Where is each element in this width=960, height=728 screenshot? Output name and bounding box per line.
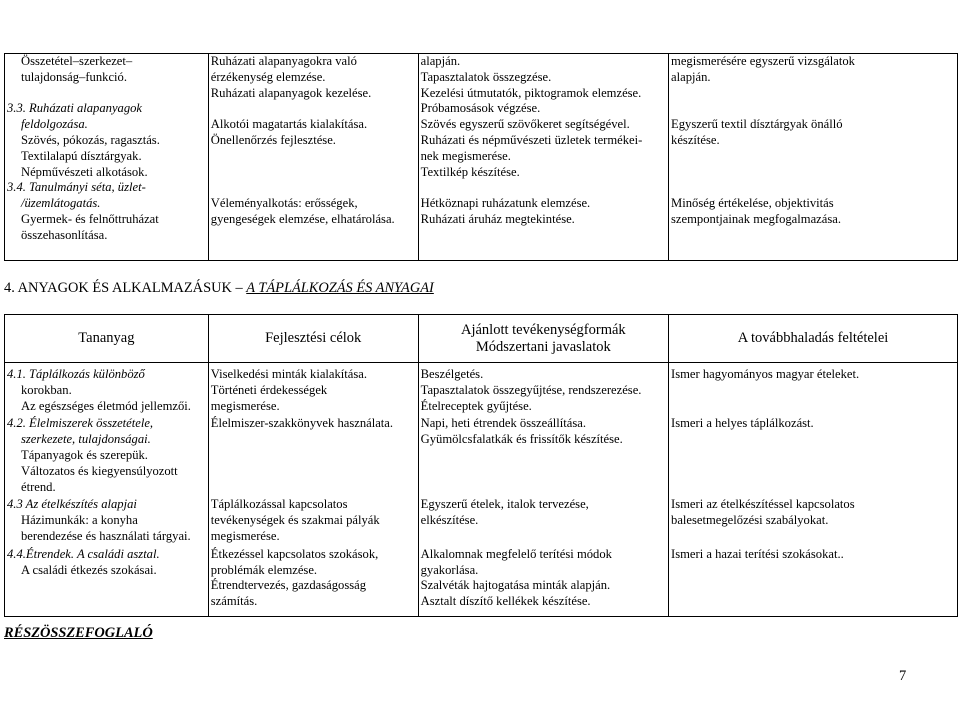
top-tananyag-line: 3.3. Ruházati alapanyagok: [7, 101, 143, 116]
top-tananyag-line: tulajdonság–funkció.: [21, 69, 127, 84]
line: Ismeri a hazai terítési szokásokat..: [671, 546, 844, 561]
line: A családi étkezés szokásai.: [21, 562, 157, 577]
cell-tananyag: [5, 414, 209, 495]
top-tananyag-line: Textilalapú dísztárgyak.: [21, 148, 142, 163]
header-fejlesztesi-celok: Fejlesztési célok: [208, 315, 418, 363]
top-col2-line: [211, 165, 416, 181]
line: Élelmiszer-szakkönyvek használata.: [210, 416, 394, 431]
line: Ismeri a helyes táplálkozást.: [671, 416, 814, 431]
header-tevekenysegformak-line2: Módszertani javaslatok: [475, 338, 611, 355]
top-col3-line: alapján.: [420, 54, 461, 68]
table-row: [5, 495, 958, 544]
top-col-feltetelek: [669, 54, 958, 261]
line: Az egészséges életmód jellemzői.: [21, 398, 191, 413]
line: gyakorlása.: [420, 562, 479, 577]
top-col3-line: Szövés egyszerű szövőkeret segítségével.: [420, 117, 630, 132]
top-col4-line: megismerésére egyszerű vizsgálatok: [671, 54, 855, 68]
line: számítás.: [210, 594, 258, 609]
cell-tananyag: [5, 495, 209, 544]
line: Viselkedési minták kialakítása.: [210, 367, 368, 381]
top-col4-line: [671, 180, 955, 196]
top-col3-line: Textilkép készítése.: [420, 164, 520, 179]
cell-tovabbhaladas: [669, 363, 958, 415]
top-tananyag-line: Összetétel–szerkezet–: [21, 54, 133, 68]
top-col4-line: [671, 86, 955, 102]
line: Házimunkák: a konyha: [21, 513, 138, 528]
top-col4-line: [671, 149, 955, 165]
top-col4-line: készítése.: [671, 132, 720, 147]
top-col3-line: [421, 180, 666, 196]
header-tevekenysegformak-line1: Ajánlott tevékenységformák: [460, 321, 626, 338]
line: Szalvéták hajtogatása minták alapján.: [420, 578, 611, 593]
top-col4-line: alapján.: [671, 69, 711, 84]
line: Tapasztalatok összegyűjtése, rendszerezése.: [420, 382, 642, 397]
top-col4-line: szempontjainak megfogalmazása.: [671, 211, 841, 226]
line: Tápanyagok és szerepük.: [21, 447, 148, 462]
section-title-topic: A TÁPLÁLKOZÁS ÉS ANYAGAI: [246, 280, 434, 296]
top-col2-line: [211, 101, 416, 117]
cell-fejlesztesi-celok: [208, 495, 418, 544]
line: megismerése.: [210, 528, 280, 543]
top-col2-line: [211, 149, 416, 165]
top-col2-line: [211, 180, 416, 196]
line: 4.4.Étrendek. A családi asztal.: [7, 546, 160, 561]
top-col4-line: [671, 165, 955, 181]
line: Történeti érdekességek: [210, 382, 328, 397]
top-tananyag-line: /üzemlátogatás.: [21, 196, 101, 211]
top-tananyag-line: 3.4. Tanulmányi séta, üzlet-: [7, 180, 146, 195]
top-col3-line: Tapasztalatok összegzése.: [420, 69, 552, 84]
section-title: [4, 280, 434, 297]
table-row: [5, 363, 958, 415]
top-tananyag-line: [7, 86, 206, 102]
line: balesetmegelőzési szabályokat.: [671, 513, 829, 528]
top-tananyag-line: összehasonlítása.: [21, 227, 108, 242]
line: problémák elemzése.: [210, 562, 318, 577]
line: Táplálkozással kapcsolatos: [210, 497, 348, 512]
top-col-fejlesztes: [208, 54, 418, 261]
top-col-tevekenyseg: [418, 54, 668, 261]
top-col3-line: Ruházati áruház megtekintése.: [420, 211, 575, 226]
line: elkészítése.: [420, 513, 479, 528]
line: Étrendtervezés, gazdaságosság: [210, 578, 367, 593]
cell-fejlesztesi-celok: [208, 414, 418, 495]
header-tevekenysegformak: [418, 315, 668, 363]
top-col2-line: Ruházati alapanyagokra való: [210, 54, 357, 68]
line: berendezése és használati tárgyai.: [21, 528, 191, 543]
table-row: [5, 414, 958, 495]
line: Ételreceptek gyűjtése.: [420, 398, 532, 413]
section-title-prefix: 4. ANYAGOK ÉS ALKALMAZÁSUK –: [4, 280, 247, 296]
header-tovabbhaladas: A továbbhaladás feltételei: [669, 315, 958, 363]
top-tananyag-line: feldolgozása.: [21, 117, 88, 132]
top-tananyag-line: Gyermek- és felnőttruházat: [21, 211, 159, 226]
line: Beszélgetés.: [420, 367, 484, 381]
line: 4.1. Táplálkozás különböző: [7, 367, 145, 381]
top-col3-line: nek megismerése.: [420, 148, 511, 163]
line: 4.2. Élelmiszerek összetétele,: [7, 416, 154, 431]
line: Étkezéssel kapcsolatos szokások,: [210, 546, 379, 561]
top-col-tananyag: [5, 54, 209, 261]
table-row: [5, 545, 958, 617]
top-col2-line: Véleményalkotás: erősségek,: [210, 196, 358, 211]
top-col2-line: Alkotói magatartás kialakítása.: [210, 117, 368, 132]
cell-fejlesztesi-celok: [208, 545, 418, 617]
cell-tevekenysegformak: [418, 363, 668, 415]
line: Ismer hagyományos magyar ételeket.: [671, 367, 860, 381]
cell-tovabbhaladas: [669, 414, 958, 495]
line: korokban.: [21, 382, 72, 397]
page-number: 7: [899, 668, 907, 684]
line: Ismeri az ételkészítéssel kapcsolatos: [671, 497, 855, 512]
top-table: [4, 53, 958, 261]
summary-heading: RÉSZÖSSZEFOGLALÓ: [4, 625, 153, 641]
line: Asztalt díszítő kellékek készítése.: [420, 594, 591, 609]
cell-tovabbhaladas: [669, 545, 958, 617]
cell-tevekenysegformak: [418, 495, 668, 544]
header-tananyag: Tananyag: [5, 315, 209, 363]
line: Gyümölcsfalatkák és frissítők készítése.: [420, 432, 623, 447]
line: megismerése.: [210, 398, 280, 413]
cell-tevekenysegformak: [418, 414, 668, 495]
cell-tevekenysegformak: [418, 545, 668, 617]
top-col2-line: Önellenőrzés fejlesztése.: [210, 132, 336, 147]
top-col3-line: Kezelési útmutatók, piktogramok elemzése.: [420, 85, 642, 100]
top-tananyag-line: Szövés, pókozás, ragasztás.: [21, 132, 160, 147]
cell-fejlesztesi-celok: [208, 363, 418, 415]
line: szerkezete, tulajdonságai.: [21, 432, 151, 447]
line: étrend.: [21, 479, 56, 494]
top-col4-line: Egyszerű textil dísztárgyak önálló: [671, 117, 843, 132]
line: Napi, heti étrendek összeállítása.: [420, 416, 587, 431]
cell-tovabbhaladas: [669, 495, 958, 544]
line: Alkalomnak megfelelő terítési módok: [420, 546, 612, 561]
top-col4-line: Minőség értékelése, objektivitás: [671, 196, 834, 211]
main-table: [4, 314, 958, 617]
top-col2-line: gyengeségek elemzése, elhatárolása.: [210, 211, 395, 226]
line: 4.3 Az ételkészítés alapjai: [7, 497, 137, 512]
line: Változatos és kiegyensúlyozott: [21, 463, 178, 478]
top-col4-line: [671, 101, 955, 117]
cell-tananyag: [5, 363, 209, 415]
top-col3-line: Próbamosások végzése.: [420, 101, 541, 116]
top-col3-line: Ruházati és népművészeti üzletek termékei-: [420, 132, 643, 147]
top-col2-line: érzékenység elemzése.: [210, 69, 326, 84]
cell-tananyag: [5, 545, 209, 617]
line: tevékenységek és szakmai pályák: [210, 513, 380, 528]
top-tananyag-line: Népművészeti alkotások.: [21, 164, 148, 179]
top-col3-line: Hétköznapi ruházatunk elemzése.: [420, 196, 591, 211]
line: Egyszerű ételek, italok tervezése,: [420, 497, 589, 512]
top-col2-line: Ruházati alapanyagok kezelése.: [210, 85, 372, 100]
